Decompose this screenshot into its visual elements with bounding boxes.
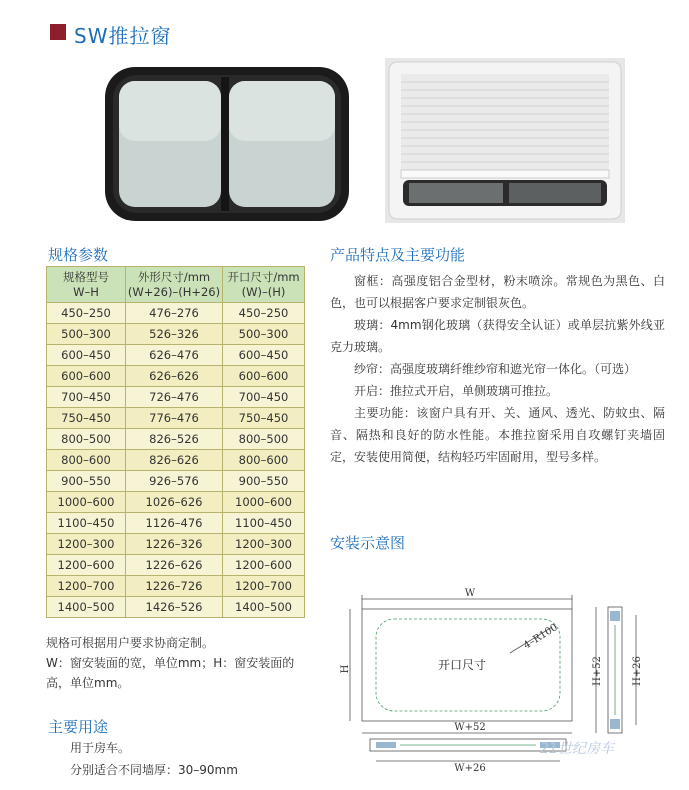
feature-glass: 玻璃：4mm钢化玻璃（获得安全认证）或单层抗紫外线亚克力玻璃。: [330, 318, 665, 354]
table-row: 1200–700 1226–726 1200–700: [47, 576, 305, 597]
table-row: 1400–500 1426–526 1400–500: [47, 597, 305, 618]
spec-section-title: 规格参数: [48, 246, 109, 264]
label-h26: H+26: [632, 656, 643, 686]
install-section-title: 安装示意图: [330, 534, 406, 552]
label-h52: H+52: [592, 656, 603, 686]
label-radius: 4–R100: [521, 622, 560, 652]
header-model: 规格型号 W–H: [47, 267, 126, 303]
features-text: [330, 270, 665, 468]
install-diagram: [340, 585, 670, 785]
usage-line-rv: 用于房车。: [70, 741, 131, 755]
title-marker: [50, 24, 66, 40]
white-window-blind-photo: [385, 58, 625, 223]
usage-section-title: 主要用途: [48, 718, 109, 736]
label-w52: W+52: [454, 722, 486, 733]
label-h: H: [340, 664, 351, 674]
table-row: 700–450 726–476 700–450: [47, 387, 305, 408]
watermark: 21世纪房车: [540, 741, 614, 757]
table-row: 450–250 476–276 450–250: [47, 303, 305, 324]
usage-line-wall: 分别适合不同墙厚：30–90mm: [70, 763, 238, 777]
table-row: 800–500 826–526 800–500: [47, 429, 305, 450]
table-row: 1200–600 1226–626 1200–600: [47, 555, 305, 576]
table-row: 1200–300 1226–326 1200–300: [47, 534, 305, 555]
feature-functions: 主要功能：该窗户具有开、关、通风、透光、防蚊虫、隔音、隔热和良好的防水性能。本推拉窗采用自攻螺钉夹墙固定，安装使用简便，结构轻巧牢固耐用，型号多样。: [330, 406, 665, 464]
page-title: SW推拉窗: [74, 24, 172, 48]
features-section-title: 产品特点及主要功能: [330, 246, 466, 264]
spec-table: [46, 266, 305, 618]
header-opening-size: 开口尺寸/mm (W)–(H): [223, 267, 305, 303]
custom-size-note: 规格可根据用户要求协商定制。: [46, 636, 215, 650]
label-w: W: [464, 588, 476, 599]
spec-notes: [46, 633, 306, 693]
table-row: 500–300 526–326 500–300: [47, 324, 305, 345]
feature-screen: 纱帘：高强度玻璃纤维纱帘和遮光帘一体化。（可选）: [354, 362, 637, 376]
table-row: 1000–600 1026–626 1000–600: [47, 492, 305, 513]
feature-opening: 开启：推拉式开启，单侧玻璃可推拉。: [354, 384, 559, 398]
label-opening: 开口尺寸: [437, 658, 487, 672]
header-outer-size: 外形尺寸/mm (W+26)–(H+26): [126, 267, 223, 303]
black-window-photo: [103, 65, 351, 223]
table-row: 750–450 776–476 750–450: [47, 408, 305, 429]
table-row: 800–600 826–626 800–600: [47, 450, 305, 471]
table-row: 600–450 626–476 600–450: [47, 345, 305, 366]
label-w26: W+26: [454, 763, 486, 774]
feature-frame: 窗框：高强度铝合金型材，粉末喷涂。常规色为黑色、白色，也可以根据客户要求定制银灰色。: [330, 274, 665, 310]
table-row: 600–600 626–626 600–600: [47, 366, 305, 387]
table-row: 1100–450 1126–476 1100–450: [47, 513, 305, 534]
dimension-note: W：窗安装面的宽，单位mm；H：窗安装面的高，单位mm。: [46, 656, 295, 690]
table-row: 900–550 926–576 900–550: [47, 471, 305, 492]
